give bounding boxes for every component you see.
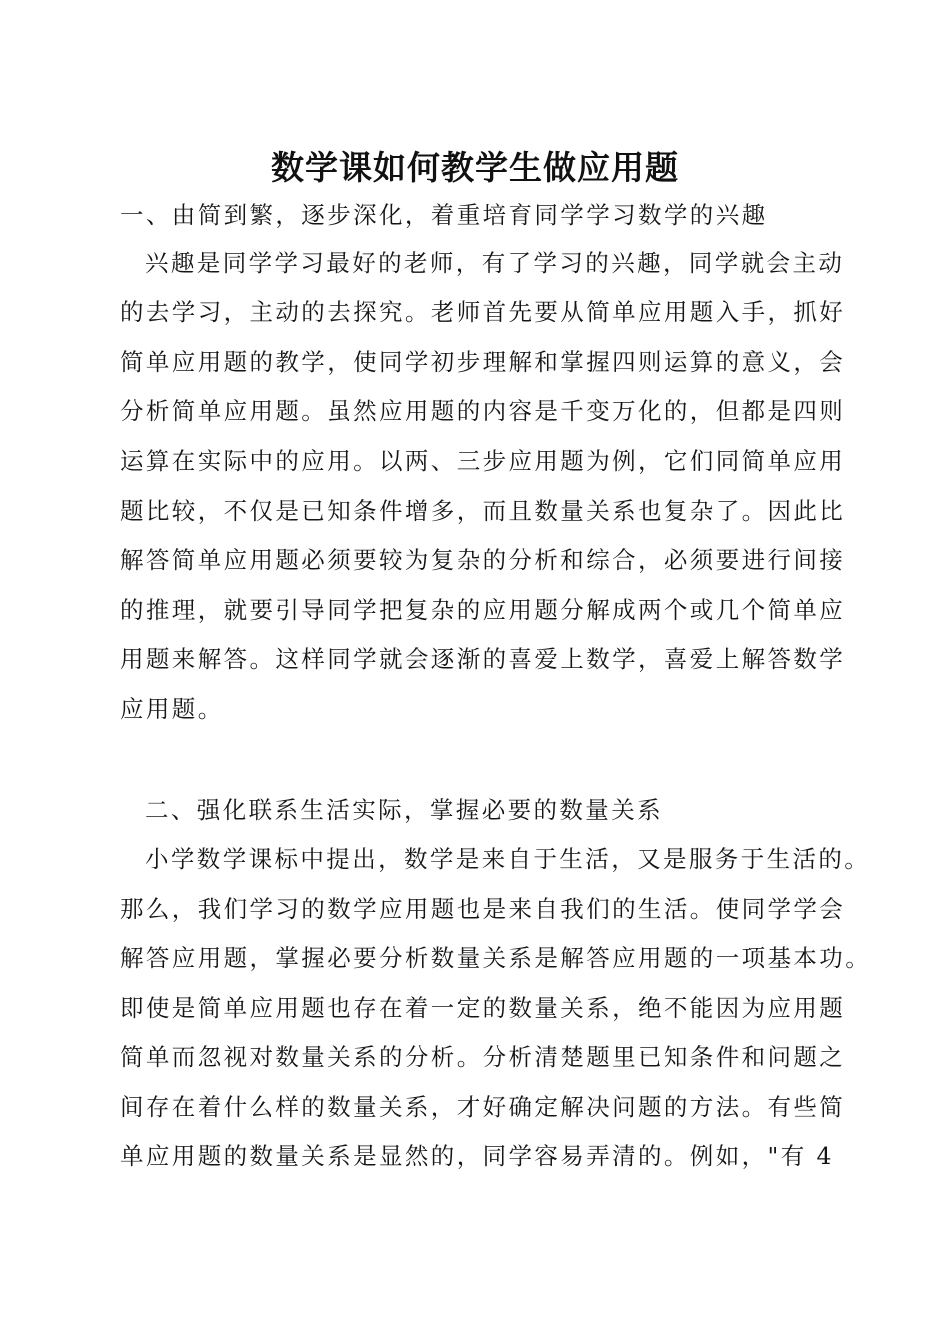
section-1-heading: 一、由简到繁，逐步深化，着重培育同学学习数学的兴趣 [120,201,768,229]
section-1-line-6: 题比较，不仅是已知条件增多，而且数量关系也复杂了。因此比 [120,497,846,525]
section-1-line-10: 应用题。 [120,695,224,723]
section-1-line-2: 的去学习，主动的去探究。老师首先要从简单应用题入手，抓好 [120,298,846,326]
document-title: 数学课如何教学生做应用题 [271,148,679,187]
section-1-line-8: 的推理，就要引导同学把复杂的应用题分解成两个或几个简单应 [120,596,846,624]
section-1-line-7: 解答简单应用题必须要较为复杂的分析和综合，必须要进行间接 [120,546,846,574]
section-2-line-5: 简单而忽视对数量关系的分析。分析清楚题里已知条件和问题之 [120,1043,846,1071]
section-1-line-1: 兴趣是同学学习最好的老师，有了学习的兴趣，同学就会主动 [145,249,845,277]
section-2-line-3: 解答应用题，掌握必要分析数量关系是解答应用题的一项基本功。 [120,944,872,972]
section-2-line-1: 小学数学课标中提出，数学是来自于生活，又是服务于生活的。 [145,845,871,873]
section-1-line-4: 分析简单应用题。虽然应用题的内容是千变万化的，但都是四则 [120,397,846,425]
section-1-line-5: 运算在实际中的应用。以两、三步应用题为例，它们同简单应用 [120,447,846,475]
section-2-line-2: 那么，我们学习的数学应用题也是来自我们的生活。使同学学会 [120,895,846,923]
section-2-line-4: 即使是简单应用题也存在着一定的数量关系，绝不能因为应用题 [120,994,846,1022]
section-2-line-7: 单应用题的数量关系是显然的，同学容易弄清的。例如，"有 4 [120,1142,834,1170]
section-1-line-9: 用题来解答。这样同学就会逐渐的喜爱上数学，喜爱上解答数学 [120,645,846,673]
section-1-line-3: 简单应用题的教学，使同学初步理解和掌握四则运算的意义，会 [120,348,846,376]
section-2-heading: 二、强化联系生活实际，掌握必要的数量关系 [145,796,663,824]
section-2-line-6: 间存在着什么样的数量关系，才好确定解决问题的方法。有些简 [120,1093,846,1121]
